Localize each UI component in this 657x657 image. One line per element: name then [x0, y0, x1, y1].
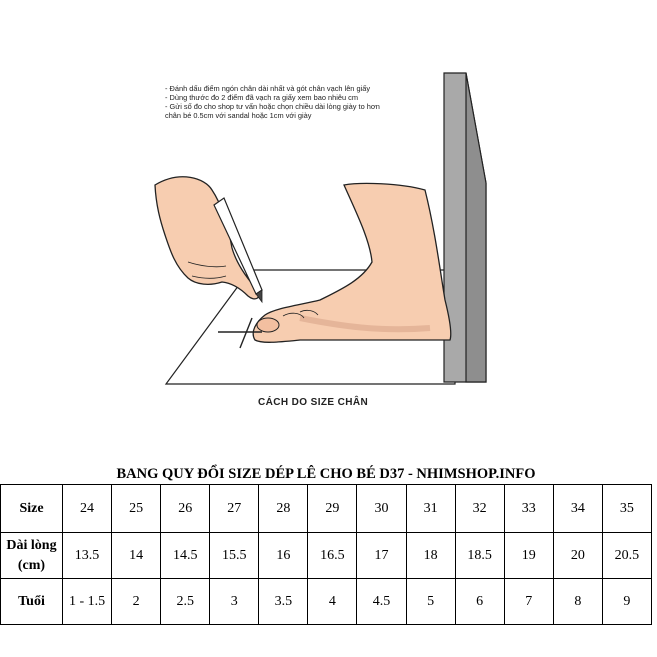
row-label-line: Tuổi: [18, 593, 45, 609]
instruction-line: chân bé 0.5cm với sandal hoặc 1cm với giày: [165, 111, 312, 120]
table-cell: 5: [406, 579, 455, 625]
table-cell: 25: [112, 485, 161, 533]
table-cell: 2.5: [161, 579, 210, 625]
table-cell: 4.5: [357, 579, 406, 625]
instruction-line: - Dùng thước đo 2 điểm đã vạch ra giấy xem bao nhiêu cm: [165, 93, 359, 102]
table-cell: 30: [357, 485, 406, 533]
table-cell: 34: [553, 485, 602, 533]
table-row: [1, 533, 652, 579]
row-label: [1, 485, 63, 533]
table-cell: 27: [210, 485, 259, 533]
table-cell: 35: [602, 485, 651, 533]
row-label: [1, 533, 63, 579]
table-cell: 8: [553, 579, 602, 625]
hand: [155, 177, 259, 299]
foot: [253, 183, 451, 342]
table-cell: 31: [406, 485, 455, 533]
row-label-line: Dài lòng: [6, 537, 57, 553]
illustration-caption: CÁCH DO SIZE CHÂN: [258, 397, 369, 408]
table-cell: 28: [259, 485, 308, 533]
table-cell: 1 - 1.5: [63, 579, 112, 625]
table-cell: 2: [112, 579, 161, 625]
row-label-line: (cm): [17, 557, 46, 573]
table-cell: 14: [112, 533, 161, 579]
table-cell: 4: [308, 579, 357, 625]
row-label: [1, 579, 63, 625]
table-row: [1, 485, 652, 533]
table-cell: 16: [259, 533, 308, 579]
table-cell: 7: [504, 579, 553, 625]
table-title: BANG QUY ĐỔI SIZE DÉP LÊ CHO BÉ D37 - NHIMSHOP.INFO: [116, 466, 536, 482]
table-cell: 13.5: [63, 533, 112, 579]
table-cell: 18: [406, 533, 455, 579]
measuring-instructions: [165, 84, 425, 120]
table-cell: 19: [504, 533, 553, 579]
table-cell: 3: [210, 579, 259, 625]
table-cell: 15.5: [210, 533, 259, 579]
table-cell: 9: [602, 579, 651, 625]
row-label-line: Size: [19, 500, 44, 516]
size-conversion-table: [0, 484, 652, 625]
table-cell: 20: [553, 533, 602, 579]
table-cell: 32: [455, 485, 504, 533]
table-cell: 14.5: [161, 533, 210, 579]
table-cell: 29: [308, 485, 357, 533]
table-cell: 16.5: [308, 533, 357, 579]
table-cell: 20.5: [602, 533, 651, 579]
table-cell: 26: [161, 485, 210, 533]
instruction-line: - Đánh dấu điểm ngón chân dài nhất và gót chân vạch lên giấy: [165, 84, 371, 93]
table-cell: 18.5: [455, 533, 504, 579]
table-cell: 17: [357, 533, 406, 579]
table-row: [1, 579, 652, 625]
table-cell: 3.5: [259, 579, 308, 625]
table-cell: 33: [504, 485, 553, 533]
table-cell: 6: [455, 579, 504, 625]
table-cell: 24: [63, 485, 112, 533]
instruction-line: - Gửi số đo cho shop tư vấn hoặc chọn chiều dài lòng giày to hơn: [165, 102, 380, 111]
